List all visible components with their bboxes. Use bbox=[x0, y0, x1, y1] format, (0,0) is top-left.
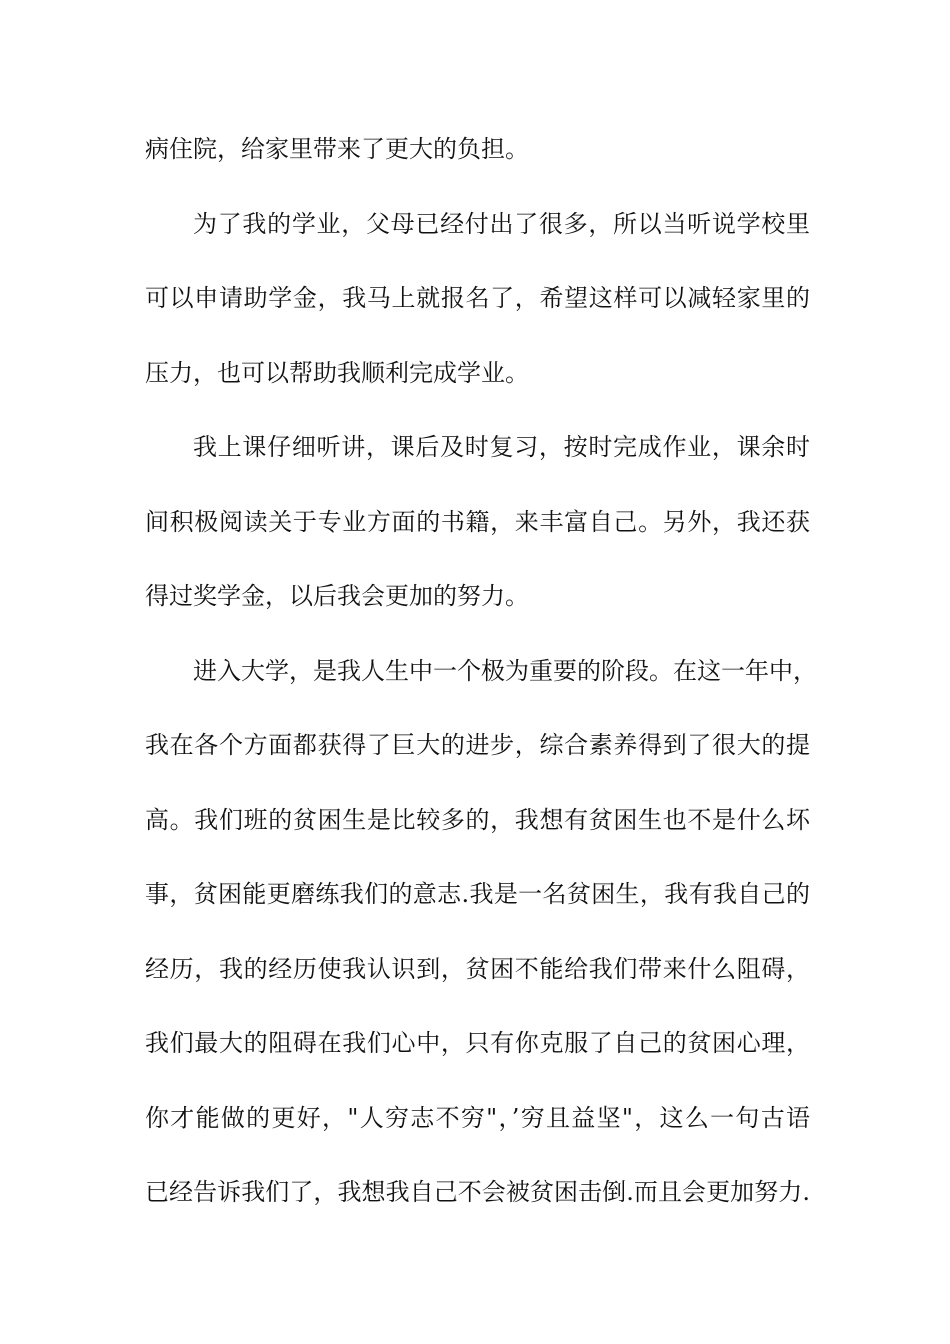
text-line: 压力，也可以帮助我顺利完成学业。 bbox=[145, 358, 529, 387]
text-line: 我在各个方面都获得了巨大的进步，综合素养得到了很大的提 bbox=[145, 731, 810, 759]
text-line: 得过奖学金，以后我会更加的努力。 bbox=[145, 582, 529, 610]
text-line: 你才能做的更好，"人穷志不穷"，’穷且益坚"，这么一句古语 bbox=[145, 1103, 810, 1132]
text-line: 事，贫困能更磨练我们的意志.我是一名贫困生，我有我自己的 bbox=[145, 880, 810, 908]
text-line: 进入大学，是我人生中一个极为重要的阶段。在这一年中， bbox=[193, 656, 817, 685]
body-text bbox=[145, 127, 817, 1245]
text-line: 为了我的学业，父母已经付出了很多，所以当听说学校里 bbox=[193, 209, 810, 238]
text-line: 经历，我的经历使我认识到，贫困不能给我们带来什么阻碍， bbox=[145, 954, 810, 983]
text-line: 高。我们班的贫困生是比较多的，我想有贫困生也不是什么坏 bbox=[145, 805, 810, 834]
text-line: 可以申请助学金，我马上就报名了，希望这样可以减轻家里的 bbox=[145, 284, 810, 312]
text-line: 已经告诉我们了，我想我自己不会被贫困击倒.而且会更加努力. bbox=[145, 1178, 810, 1206]
text-line: 我上课仔细听讲，课后及时复习，按时完成作业，课余时 bbox=[193, 433, 810, 461]
text-line: 我们最大的阻碍在我们心中，只有你克服了自己的贫困心理， bbox=[145, 1029, 810, 1057]
text-line: 病住院，给家里带来了更大的负担。 bbox=[145, 135, 529, 163]
text-line: 间积极阅读关于专业方面的书籍，来丰富自己。另外，我还获 bbox=[145, 507, 810, 536]
